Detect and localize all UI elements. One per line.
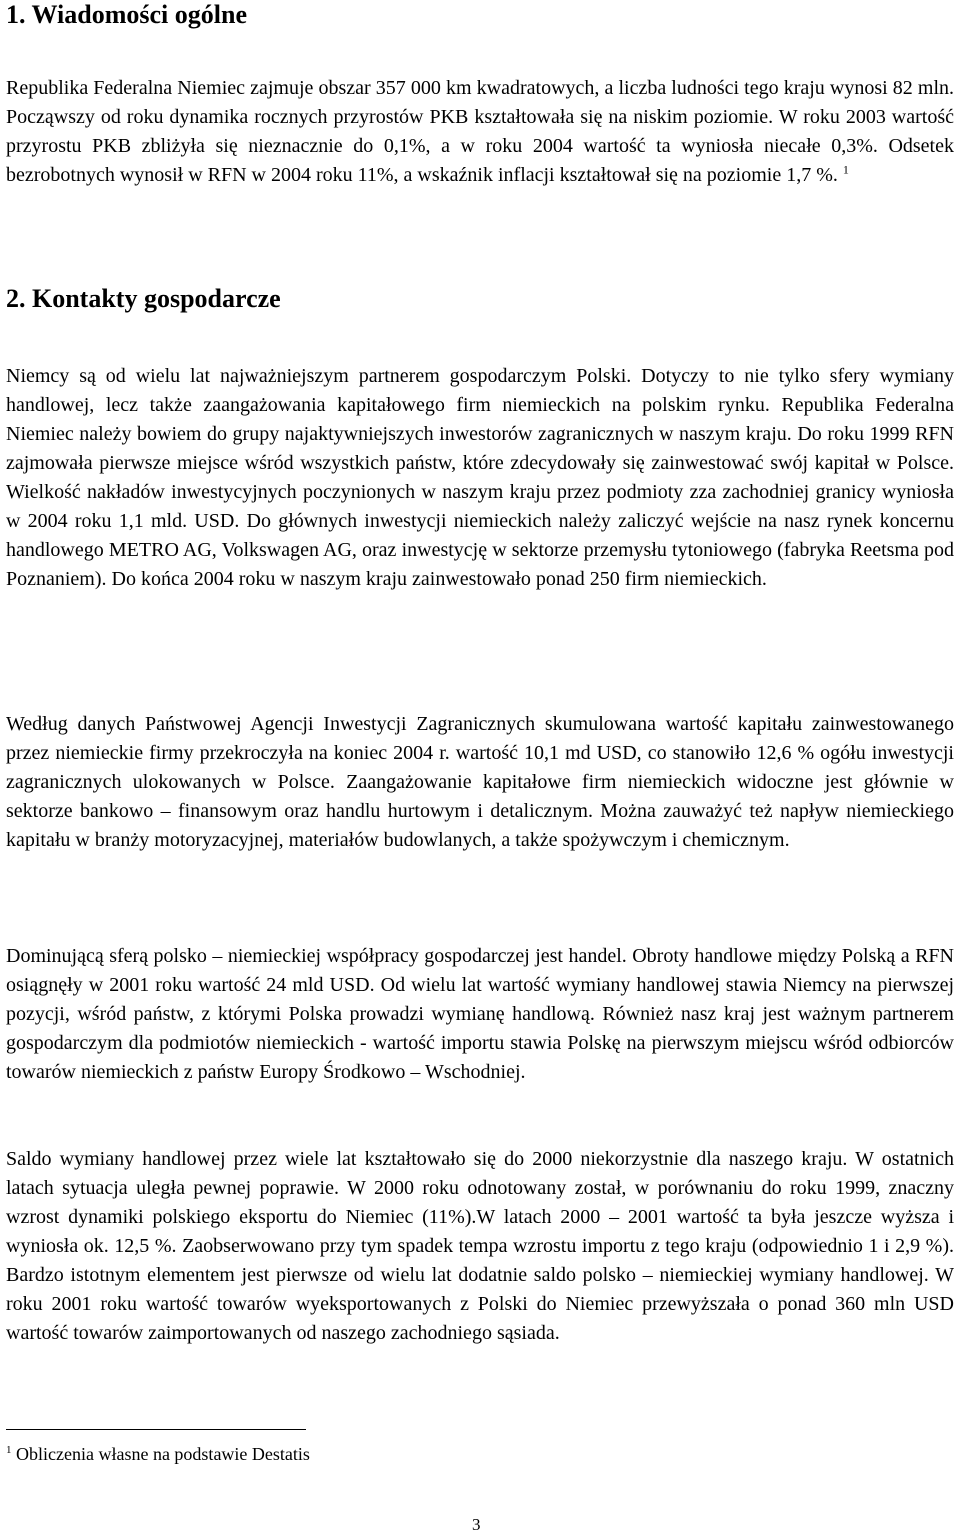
section-1-paragraph bbox=[6, 74, 954, 190]
section-2-paragraph-4: Saldo wymiany handlowej przez wiele lat kształtowało się do 2000 niekorzystnie dla naszego kraju. W ostatnich latach sytuacja uległa pewnej poprawie. W 2000 roku odnotowany został, w porównaniu do roku 1999, znaczny wzrost dynamiki polskiego eksportu do Niemiec (11%).W latach 2000 – 2001 wartość ta była jeszcze wyższa i wyniosła ok. 12,5 %. Zaobserwowano przy tym spadek tempa wzrostu importu z tego kraju (odpowiednio 1 i 2,9 %). Bardzo istotnym elementem jest pierwsze od wielu lat dodatnie saldo polsko – niemieckiej wymiany handlowej. W roku 2001 roku wartość towarów wyeksportowanych z Polski do Niemiec przewyższała o ponad 360 mln USD wartość towarów zaimportowanych od naszego zachodniego sąsiada. bbox=[6, 1148, 954, 1344]
section-2-heading: 2. Kontakty gospodarcze bbox=[6, 284, 281, 313]
footnote bbox=[6, 1442, 310, 1466]
section-2-paragraph-1: Niemcy są od wielu lat najważniejszym partnerem gospodarczym Polski. Dotyczy to nie tylko sfery wymiany handlowej, lecz także zaangażowania kapitałowego firm niemieckich na polskim rynku. Republika Federalna Niemiec należy bowiem do grupy najaktywniejszych inwestorów zagranicznych w naszym kraju. Do roku 1999 RFN zajmowała pierwsze miejsce wśród wszystkich państw, które zdecydowały się zainwestować swój kapitał w Polsce. Wielkość nakładów inwestycyjnych poczynionych w naszym kraju przez podmioty zza zachodniej granicy wyniosła w 2004 roku 1,1 mld. USD. Do głównych inwestycji niemieckich należy zaliczyć wejście na nasz rynek koncernu handlowego METRO AG, Volkswagen AG, oraz inwestycję w sektorze przemysłu tytoniowego (fabryka Reetsma pod Poznaniem). Do końca 2004 roku w naszym kraju zainwestowało ponad 250 firm niemieckich. bbox=[6, 365, 954, 590]
section-1-heading: 1. Wiadomości ogólne bbox=[6, 0, 248, 29]
footnote-text: Obliczenia własne na podstawie Destatis bbox=[16, 1444, 310, 1464]
page-number: 3 bbox=[472, 1515, 481, 1534]
footnote-number: 1 bbox=[6, 1444, 12, 1456]
section-2-paragraph-3: Dominującą sferą polsko – niemieckiej współpracy gospodarczej jest handel. Obroty handlowe między Polską a RFN osiągnęły w 2001 roku wartość 24 mld USD. Od wielu lat wartość wymiany handlowej stawia Niemcy na pierwszej pozycji, wśród państw, z którymi Polska prowadzi wymianę handlową. Również nasz kraj jest ważnym partnerem gospodarczym dla podmiotów niemieckich - wartość importu stawia Polskę na pierwszym miejscu wśród odbiorców towarów niemieckich z państw Europy Środkowo – Wschodniej. bbox=[6, 945, 954, 1083]
section-2-paragraph-2: Według danych Państwowej Agencji Inwestycji Zagranicznych skumulowana wartość kapitału zainwestowanego przez niemieckie firmy przekroczyła na koniec 2004 r. wartość 10,1 md USD, co stanowiło 12,6 % ogółu inwestycji zagranicznych ulokowanych w Polsce. Zaangażowanie kapitałowe firm niemieckich widoczne jest głównie w sektorze bankowo – finansowym oraz handlu hurtowym i detalicznym. Można zauważyć też napływ niemieckiego kapitału w branży motoryzacyjnej, materiałów budowlanych, a także spożywczym i chemicznym. bbox=[6, 713, 954, 851]
footnote-reference: 1 bbox=[842, 162, 849, 177]
footnote-separator bbox=[6, 1429, 306, 1430]
section-1-paragraph-text: Republika Federalna Niemiec zajmuje obszar 357 000 km kwadratowych, a liczba ludności tego kraju wynosi 82 mln. Począwszy od roku dynamika rocznych przyrostów PKB kształtowała się na niskim poziomie. W roku 2003 wartość przyrostu PKB zbliżyła się nieznacznie do 0,1%, a w roku 2004 wartość ta wyniosła niecałe 0,3%. Odsetek bezrobotnych wynosił w RFN w 2004 roku 11%, a wskaźnik inflacji kształtował się na poziomie 1,7 %. bbox=[6, 77, 954, 186]
